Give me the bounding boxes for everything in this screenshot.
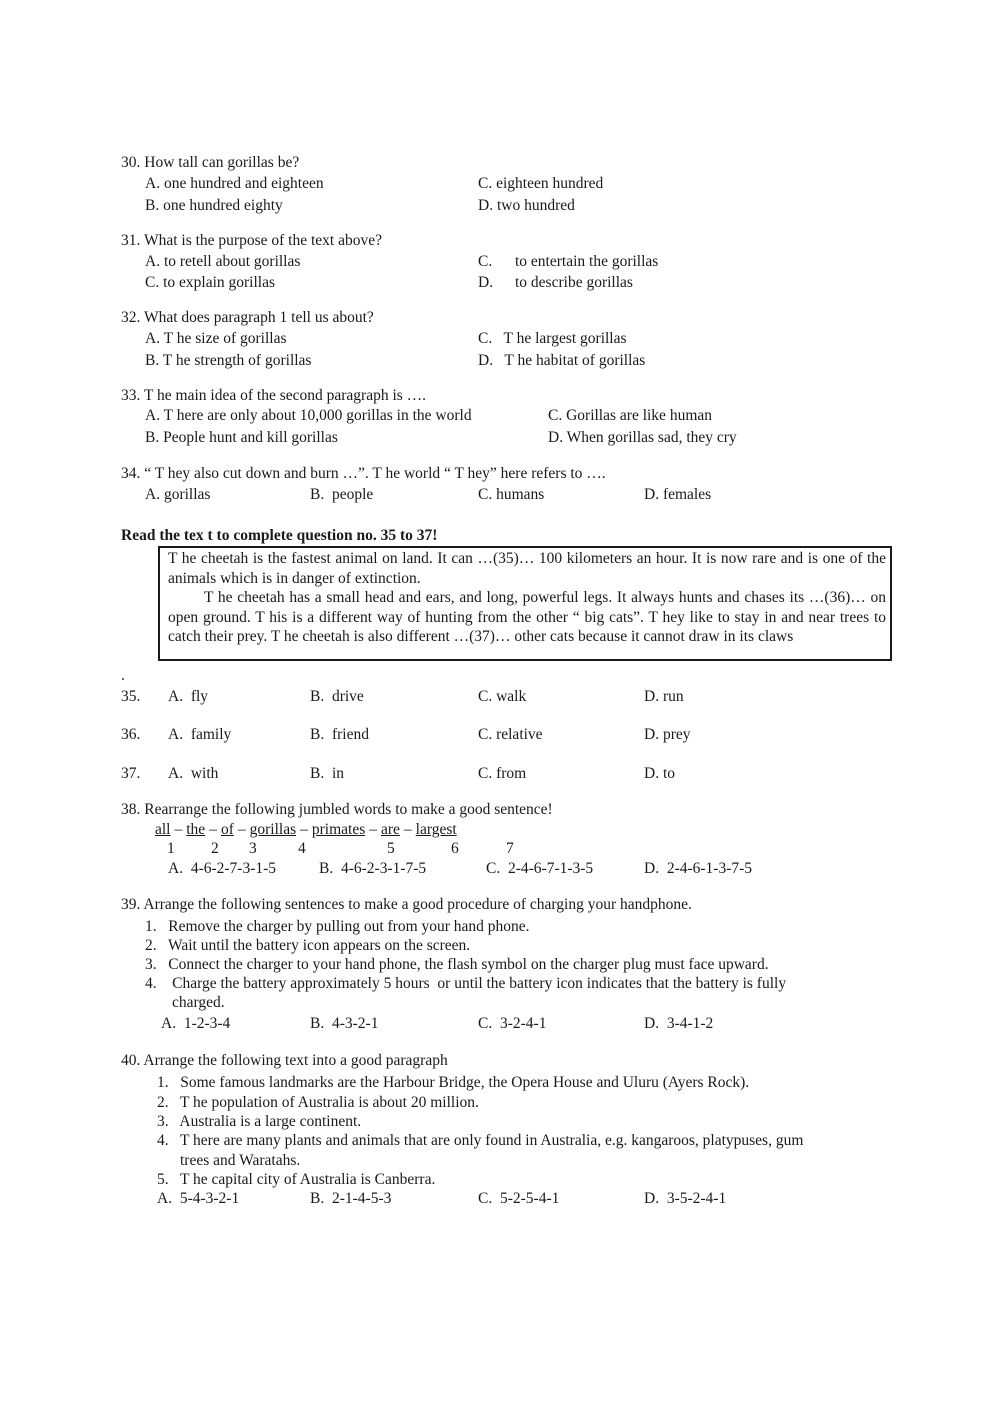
q32-option-c: C. T he largest gorillas [478, 330, 627, 347]
q38-dash: – [300, 821, 308, 838]
q36-number: 36. [121, 726, 141, 743]
q37-option-a: A. with [168, 765, 219, 782]
q30-option-a: A. one hundred and eighteen [145, 175, 324, 192]
q39-step-2: 2. Wait until the battery icon appears on the screen. [145, 937, 471, 954]
q38-number-2: 2 [211, 840, 219, 857]
q36-option-a: A. family [168, 726, 232, 743]
q38-word-5: primates [311, 821, 366, 838]
q40-sentence-4-continued: trees and Waratahs. [180, 1152, 301, 1169]
q39-step-4-continued: charged. [172, 994, 225, 1011]
q38-number-1: 1 [167, 840, 175, 857]
q35-option-b: B. drive [310, 688, 364, 705]
q39-step-4: 4. Charge the battery approximately 5 hours or until the battery icon indicates that the battery is fully [145, 975, 787, 992]
q36-option-c: C. relative [478, 726, 543, 743]
q37-option-d: D. to [644, 765, 675, 782]
q33-question: 33. T he main idea of the second paragraph is …. [121, 387, 427, 404]
q40-option-a: A. 5-4-3-2-1 [157, 1190, 240, 1207]
q39-option-b: B. 4-3-2-1 [310, 1015, 379, 1032]
q38-dash: – [174, 821, 183, 838]
q31-option-c-text: to entertain the gorillas [515, 253, 659, 270]
q35-option-a: A. fly [168, 688, 209, 705]
q38-dash: – [403, 821, 412, 838]
q38-number-6: 6 [451, 840, 459, 857]
q31-option-d-letter: D. [478, 274, 494, 291]
q34-option-a: A. gorillas [145, 486, 211, 503]
q40-question: 40. Arrange the following text into a good paragraph [121, 1052, 448, 1069]
q33-option-b: B. People hunt and kill gorillas [145, 429, 338, 446]
reading-passage-box [158, 546, 892, 661]
q40-sentence-1: 1. Some famous landmarks are the Harbour Bridge, the Opera House and Uluru (Ayers Rock). [157, 1074, 750, 1091]
q38-option-c: C. 2-4-6-7-1-3-5 [486, 860, 594, 877]
q38-word-2: the [186, 821, 206, 838]
q36-option-d: D. prey [644, 726, 691, 743]
q38-number-7: 7 [506, 840, 514, 857]
passage-paragraph-2: T he cheetah has a small head and ears, and long, powerful legs. It always hunts and chases its …(36)… on open ground. T his is a different way of hunting from the other “ big cats”. T hey like to stay in and near trees to catch their prey. T he cheetah is also different …(37)… other cats because it cannot draw in its claws [168, 589, 886, 645]
q37-option-b: B. in [310, 765, 345, 782]
q39-option-c: C. 3-2-4-1 [478, 1015, 547, 1032]
q30-option-b: B. one hundred eighty [145, 197, 283, 214]
q33-option-a: A. T here are only about 10,000 gorillas in the world [145, 407, 472, 424]
q39-question: 39. Arrange the following sentences to make a good procedure of charging your handphone. [121, 896, 692, 913]
q38-number-4: 4 [298, 840, 306, 857]
q40-sentence-5: 5. T he capital city of Australia is Canberra. [157, 1171, 436, 1188]
q40-option-b: B. 2-1-4-5-3 [310, 1190, 392, 1207]
q34-option-c: C. humans [478, 486, 545, 503]
q38-option-d: D. 2-4-6-1-3-7-5 [644, 860, 753, 877]
q37-number: 37. [121, 765, 141, 782]
q39-option-a: A. 1-2-3-4 [161, 1015, 231, 1032]
reading-instruction: Read the tex t to complete question no. 35 to 37! [121, 527, 438, 544]
q38-word-4: gorillas [249, 821, 297, 838]
q40-sentence-4: 4. T here are many plants and animals that are only found in Australia, e.g. kangaroos, platypuses, gum [157, 1132, 804, 1149]
q39-step-3: 3. Connect the charger to your hand phone, the flash symbol on the charger plug must face upward. [145, 956, 769, 973]
q35-option-d: D. run [644, 688, 684, 705]
q32-option-b: B. T he strength of gorillas [145, 352, 312, 369]
q30-question: 30. How tall can gorillas be? [121, 154, 300, 171]
q35-number: 35. [121, 688, 141, 705]
q38-option-a: A. 4-6-2-7-3-1-5 [168, 860, 277, 877]
q38-number-5: 5 [387, 840, 395, 857]
q36-option-b: B. friend [310, 726, 369, 743]
q31-option-d-text: to describe gorillas [515, 274, 633, 291]
q38-dash: – [209, 821, 217, 838]
q38-dash: – [369, 821, 377, 838]
q35-option-c: C. walk [478, 688, 527, 705]
q39-step-1: 1. Remove the charger by pulling out from your hand phone. [145, 918, 530, 935]
stray-dot: . [121, 667, 125, 684]
q38-word-3: of [220, 821, 234, 838]
q32-option-a: A. T he size of gorillas [145, 330, 287, 347]
q30-option-d: D. two hundred [478, 197, 575, 214]
q38-number-3: 3 [249, 840, 257, 857]
q31-option-c-letter: C. [478, 253, 493, 270]
q31-question: 31. What is the purpose of the text above? [121, 232, 382, 249]
passage-paragraph-1: T he cheetah is the fastest animal on land. It can …(35)… 100 kilometers an hour. It is now rare and is one of the animals which is in danger of extinction. [168, 550, 886, 587]
q38-dash: – [237, 821, 246, 838]
q38-word-1: all [155, 821, 171, 838]
q33-option-d: D. When gorillas sad, they cry [548, 429, 737, 446]
q32-question: 32. What does paragraph 1 tell us about? [121, 309, 374, 326]
q31-option-b: C. to explain gorillas [145, 274, 276, 291]
q39-option-d: D. 3-4-1-2 [644, 1015, 714, 1032]
q33-option-c: C. Gorillas are like human [548, 407, 712, 424]
q31-option-a: A. to retell about gorillas [145, 253, 301, 270]
q34-question: 34. “ T hey also cut down and burn …”. T he world “ T hey” here refers to …. [121, 465, 606, 482]
q40-sentence-3: 3. Australia is a large continent. [157, 1113, 362, 1130]
q32-option-d: D. T he habitat of gorillas [478, 352, 646, 369]
q30-option-c: C. eighteen hundred [478, 175, 604, 192]
q38-option-b: B. 4-6-2-3-1-7-5 [319, 860, 427, 877]
q34-option-b: B. people [310, 486, 374, 503]
q40-option-d: D. 3-5-2-4-1 [644, 1190, 727, 1207]
q38-word-7: largest [415, 821, 457, 838]
q38-jumbled-words [155, 820, 457, 840]
q40-sentence-2: 2. T he population of Australia is about 20 million. [157, 1094, 479, 1111]
q37-option-c: C. from [478, 765, 527, 782]
q34-option-d: D. females [644, 486, 712, 503]
q38-question: 38. Rearrange the following jumbled words to make a good sentence! [121, 801, 553, 818]
q40-option-c: C. 5-2-5-4-1 [478, 1190, 560, 1207]
q38-word-6: are [380, 821, 400, 838]
